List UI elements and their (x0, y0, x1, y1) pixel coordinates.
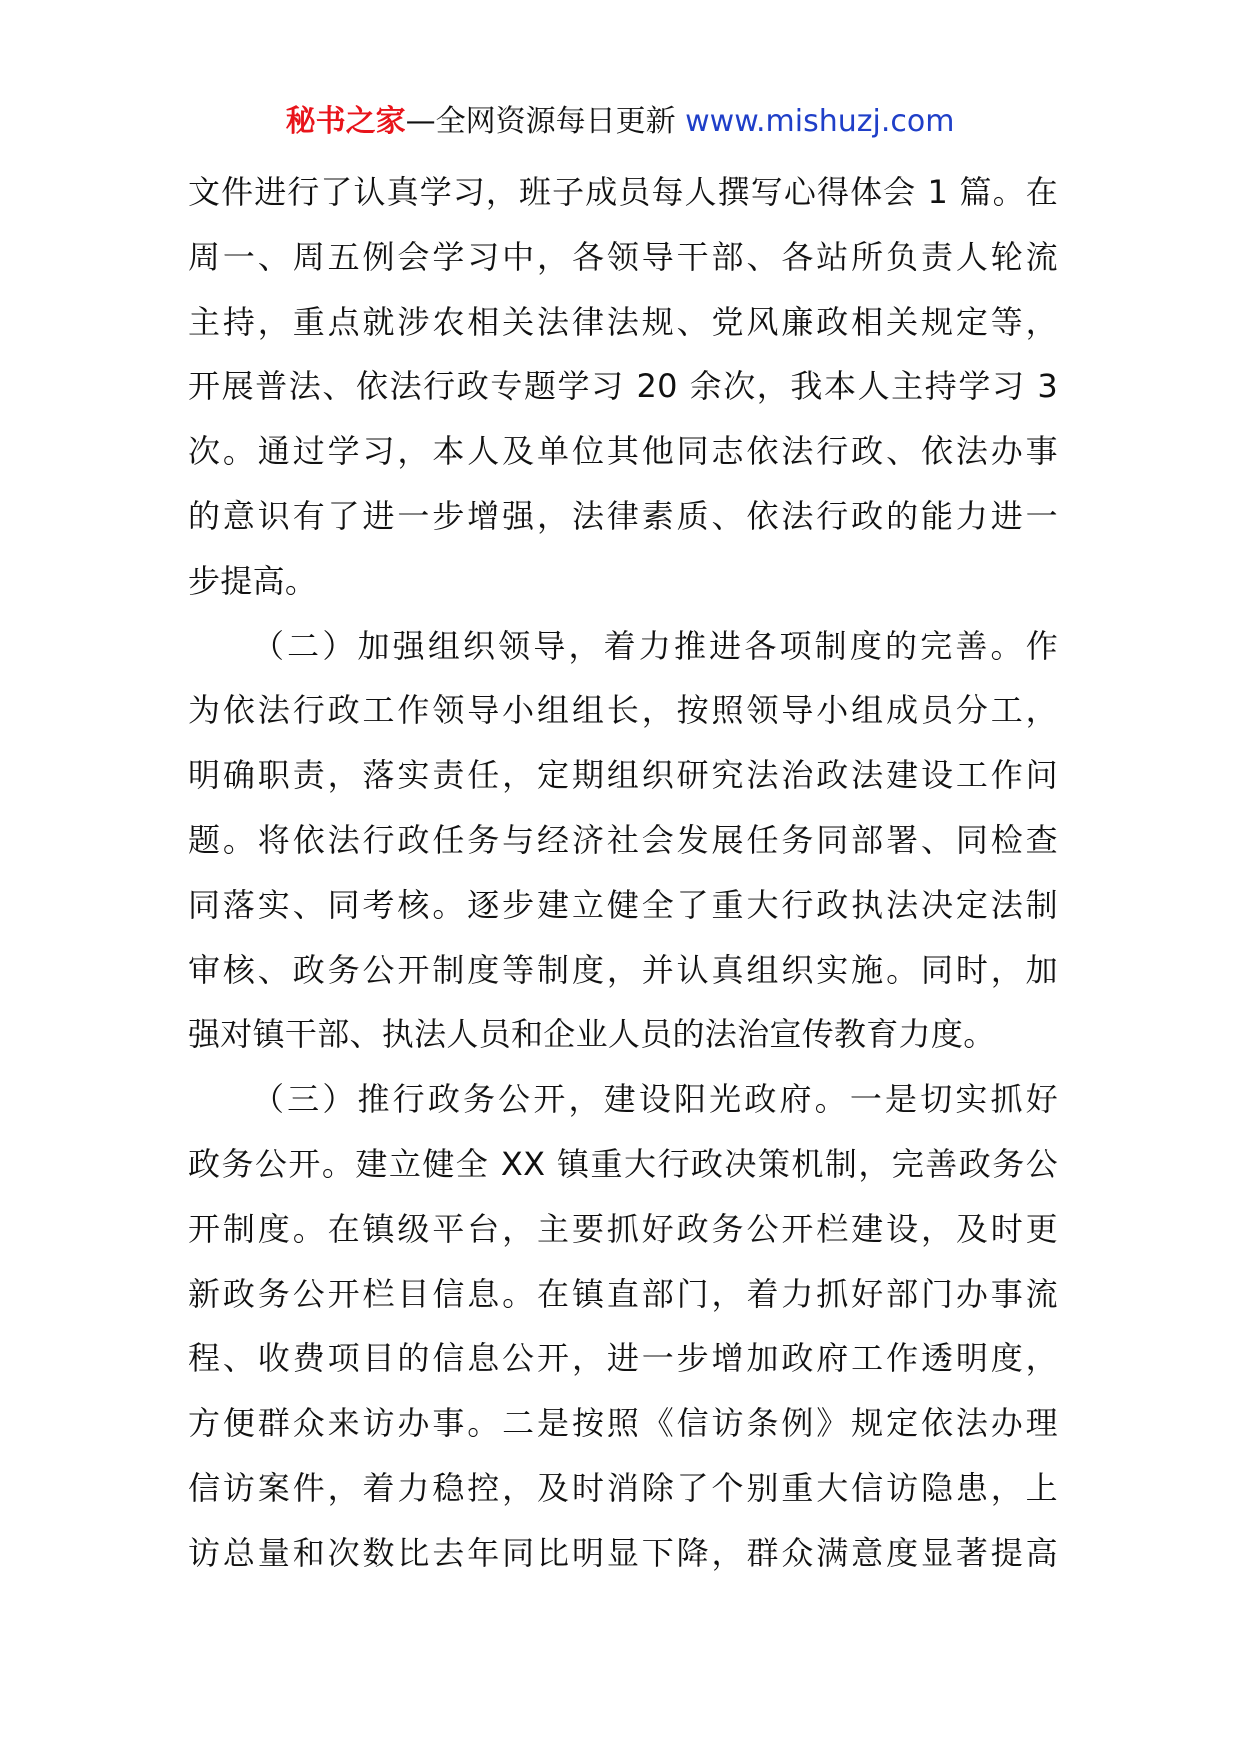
text-line: 开展普法、依法行政专题学习 20 余次，我本人主持学习 3 (188, 367, 1058, 406)
header-site-link[interactable]: www.mishuzj.com (685, 104, 955, 139)
text-line: 步提高。 (188, 561, 318, 600)
text-line: 访总量和次数比去年同比明显下降，群众满意度显著提高 (188, 1533, 1058, 1572)
text-line: 信访案件，着力稳控，及时消除了个别重大信访隐患，上 (188, 1468, 1058, 1507)
paragraph-1 (188, 160, 1058, 614)
document-body (188, 160, 1058, 1586)
text-line: 周一、周五例会学习中，各领导干部、各站所负责人轮流 (188, 237, 1058, 276)
text-line: 方便群众来访办事。二是按照《信访条例》规定依法办理 (188, 1404, 1058, 1443)
text-line: 同落实、同考核。逐步建立健全了重大行政执法决定法制 (188, 885, 1058, 924)
text-line: （二）加强组织领导，着力推进各项制度的完善。作 (252, 626, 1058, 665)
text-line: 开制度。在镇级平台，主要抓好政务公开栏建设，及时更 (188, 1209, 1058, 1248)
text-line: 审核、政务公开制度等制度，并认真组织实施。同时，加 (188, 950, 1058, 989)
text-line: 强对镇干部、执法人员和企业人员的法治宣传教育力度。 (188, 1015, 996, 1054)
text-line: （三）推行政务公开，建设阳光政府。一是切实抓好 (252, 1080, 1058, 1119)
text-line: 主持，重点就涉农相关法律法规、党风廉政相关规定等， (188, 302, 1058, 341)
text-line: 程、收费项目的信息公开，进一步增加政府工作透明度， (188, 1339, 1058, 1378)
text-line: 次。通过学习，本人及单位其他同志依法行政、依法办事 (188, 432, 1058, 471)
text-line: 题。将依法行政任务与经济社会发展任务同部署、同检查 (188, 820, 1058, 859)
text-line: 新政务公开栏目信息。在镇直部门，着力抓好部门办事流 (188, 1274, 1058, 1313)
text-line: 明确职责，落实责任，定期组织研究法治政法建设工作问 (188, 756, 1058, 795)
text-line: 政务公开。建立健全 XX 镇重大行政决策机制，完善政务公 (188, 1144, 1058, 1183)
header-brand: 秘书之家 (285, 104, 406, 139)
text-line: 文件进行了认真学习，班子成员每人撰写心得体会 1 篇。在 (188, 173, 1058, 211)
paragraph-2 (188, 614, 1058, 1068)
text-line: 为依法行政工作领导小组组长，按照领导小组成员分工， (188, 691, 1058, 730)
watermark-header (0, 100, 1240, 144)
paragraph-3 (188, 1067, 1058, 1585)
text-line: 的意识有了进一步增强，法律素质、依法行政的能力进一 (188, 496, 1058, 535)
header-slogan: —全网资源每日更新 (405, 104, 686, 139)
